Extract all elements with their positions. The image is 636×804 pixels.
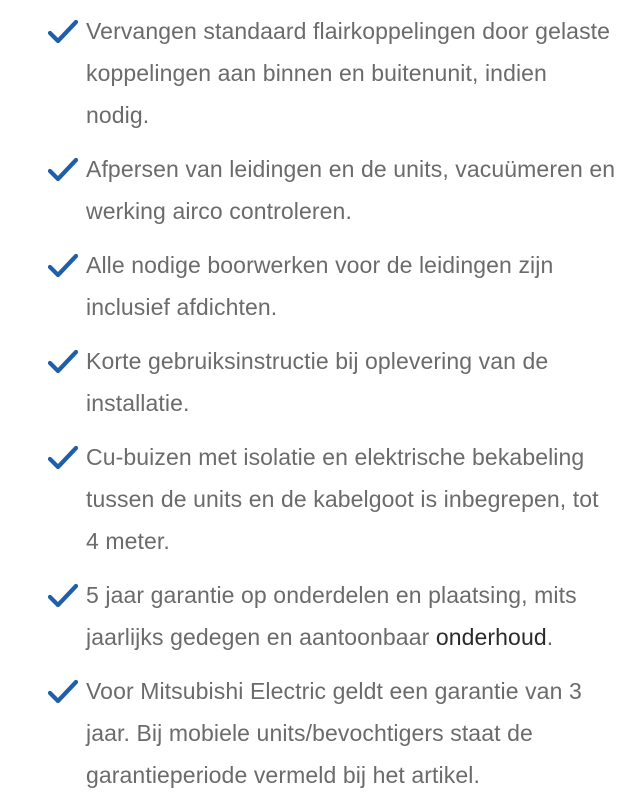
onderhoud-link[interactable]: onderhoud bbox=[435, 624, 547, 650]
check-icon bbox=[48, 583, 78, 609]
list-item-text: Alle nodige boorwerken voor de leidingen zijn inclusief afdichten. bbox=[86, 252, 554, 320]
check-icon bbox=[48, 679, 78, 705]
list-item-text: Cu-buizen met isolatie en elektrische bekabeling tussen de units en de kabelgoot is inbegrepen, tot 4 meter. bbox=[86, 444, 599, 554]
check-icon bbox=[48, 349, 78, 375]
list-item-text: Vervangen standaard flairkoppelingen door gelaste koppelingen aan binnen en buitenunit, indien nodig. bbox=[86, 18, 611, 128]
check-icon bbox=[48, 445, 78, 471]
list-item-text: Voor Mitsubishi Electric geldt een garantie van 3 jaar. Bij mobiele units/bevochtigers staat de garantieperiode vermeld bij het artikel. bbox=[86, 678, 582, 788]
list-item bbox=[0, 340, 636, 424]
list-item bbox=[0, 436, 636, 562]
list-item bbox=[0, 10, 636, 136]
list-item bbox=[0, 148, 636, 232]
check-icon bbox=[48, 157, 78, 183]
list-item bbox=[0, 670, 636, 796]
list-item bbox=[0, 244, 636, 328]
list-item-text: 5 jaar garantie op onderdelen en plaatsing, mits jaarlijks gedegen en aantoonbaar bbox=[86, 582, 577, 650]
list-item bbox=[0, 574, 636, 658]
check-icon bbox=[48, 253, 78, 279]
list-item-text: Afpersen van leidingen en de units, vacuümeren en werking airco controleren. bbox=[86, 156, 616, 224]
list-item-text: Korte gebruiksinstructie bij oplevering van de installatie. bbox=[86, 348, 549, 416]
check-icon bbox=[48, 19, 78, 45]
list-item-suffix: . bbox=[546, 624, 554, 650]
